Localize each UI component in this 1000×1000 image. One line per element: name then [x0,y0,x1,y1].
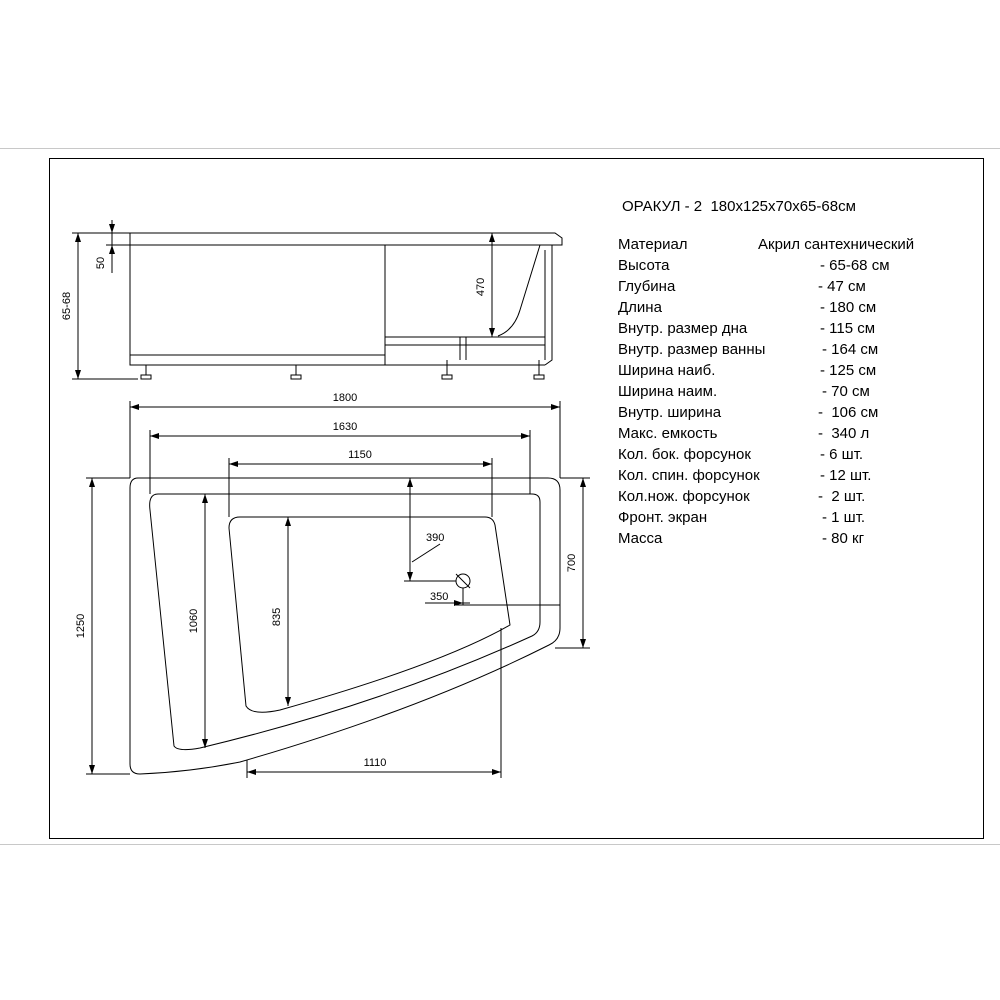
spec-label: Внутр. размер ванны [618,341,766,358]
spec-value: - 115 см [820,320,876,337]
dim-rim: 50 [95,256,107,270]
spec-label: Материал [618,236,688,253]
dim-height-total: 65-68 [61,291,73,321]
spec-value: - 106 см [818,404,879,421]
dim-length-front: 1110 [363,757,387,769]
spec-value: - 125 см [820,362,877,379]
spec-label: Глубина [618,278,676,295]
spec-label: Ширина наим. [618,383,718,400]
spec-value: - 1 шт. [822,509,866,526]
dim-width-inner: 1060 [188,608,200,634]
dimension-labels [61,257,578,769]
top-view [86,401,590,778]
spec-label: Ширина наиб. [618,362,716,379]
spec-value: - 65-68 см [820,257,890,274]
side-view [72,220,562,379]
spec-label: Макс. емкость [618,425,718,442]
dim-depth: 470 [475,277,487,297]
spec-value: - 340 л [818,425,870,442]
dim-length-total: 1800 [332,392,358,404]
spec-label: Длина [618,299,662,316]
spec-label: Масса [618,530,663,547]
dim-drain-x: 350 [430,591,449,603]
spec-label: Кол.нож. форсунок [618,488,750,505]
spec-value: Акрил сантехнический [758,236,915,253]
dim-width-bottom: 835 [271,607,283,627]
dim-drain-y: 390 [426,532,445,544]
spec-label: Фронт. экран [618,509,708,526]
model-title: ОРАКУЛ - 2 180х125х70х65-68см [622,198,856,215]
dim-length-bottom: 1150 [348,449,372,461]
spec-value: - 47 см [818,278,866,295]
dim-width-min: 700 [566,553,578,573]
spec-value: - 6 шт. [820,446,864,463]
spec-label: Кол. бок. форсунок [618,446,751,463]
spec-value: - 164 см [822,341,879,358]
spec-value: - 12 шт. [820,467,872,484]
spec-value: - 180 см [820,299,877,316]
spec-value: - 80 кг [822,530,865,547]
spec-label: Внутр. размер дна [618,320,748,337]
spec-value: - 2 шт. [818,488,866,505]
spec-label: Высота [618,257,670,274]
spec-value: - 70 см [822,383,870,400]
dim-width-total: 1250 [75,613,87,639]
spec-label: Внутр. ширина [618,404,722,421]
dim-length-inner: 1630 [332,421,358,433]
dimension-arrows [75,224,586,775]
spec-label: Кол. спин. форсунок [618,467,760,484]
